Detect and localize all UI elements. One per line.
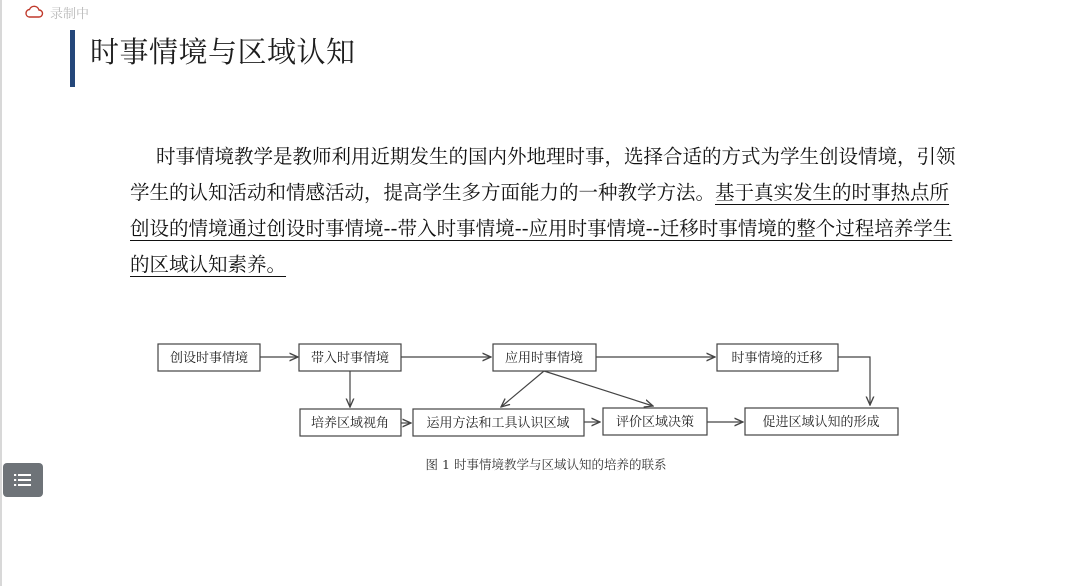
edge-apply-to-usemethods (501, 371, 544, 407)
slide-title: 时事情境与区域认知 (90, 35, 356, 69)
side-menu-button[interactable] (3, 463, 43, 497)
node-evaluate-decision (603, 408, 707, 435)
node-apply-situation (493, 344, 596, 371)
node-create-label: 创设时事情境 (169, 351, 249, 366)
node-use-methods (413, 409, 584, 436)
figure-caption: 图 1 时事情境教学与区域认知的培养的联系 (425, 457, 667, 472)
node-apply-label: 应用时事情境 (504, 351, 584, 366)
node-promote-cognition (745, 408, 898, 435)
node-transfer-label: 时事情境的迁移 (731, 351, 823, 366)
paragraph-plain-text: 时事情境教学是教师利用近期发生的国内外地理时事，选择合适的方式为学生创设情境，引领学生的认知活动和情感活动，提高学生多方面能力的一种教学方法。 (130, 145, 956, 204)
node-evaluate-label: 评价区域决策 (615, 415, 695, 430)
recording-label: 录制中 (50, 6, 90, 22)
node-create-situation (158, 344, 260, 371)
node-bring-in-situation (299, 344, 401, 371)
edge-apply-to-evaluate (544, 371, 653, 406)
node-situation-transfer (717, 344, 838, 371)
node-regional-view (300, 409, 401, 436)
node-usemethods-label: 运用方法和工具认识区域 (426, 416, 570, 431)
node-bringin-label: 带入时事情境 (310, 351, 390, 366)
node-promote-label: 促进区域认知的形成 (762, 415, 880, 430)
list-menu-icon (13, 472, 33, 488)
paragraph-underlined-text: 基于真实发生的时事热点所创设的情境通过创设时事情境--带入时事情境--应用时事情境--迁移时事情境的整个过程培养学生的区域认知素养。 (130, 181, 953, 276)
edge-transfer-to-promote (838, 357, 870, 405)
node-regional-label: 培养区域视角 (310, 416, 390, 431)
